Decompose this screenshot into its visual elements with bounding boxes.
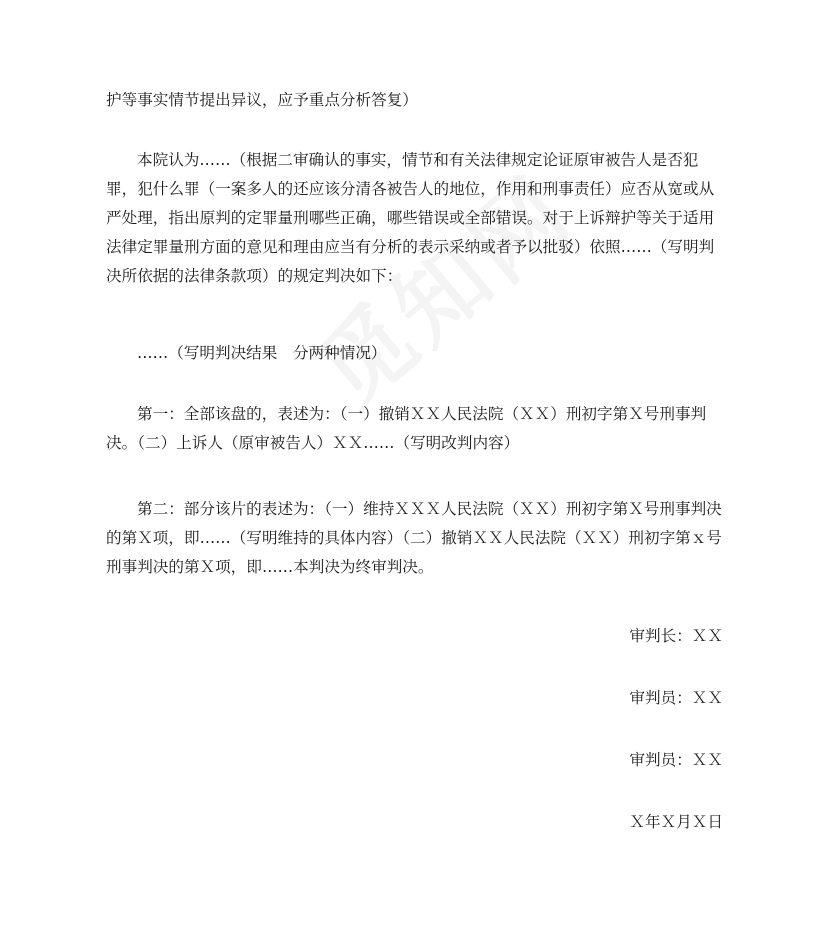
paragraph-continuation: 护等事实情节提出异议，应予重点分析答复） <box>106 91 418 109</box>
signature-presiding-judge: 审判长：ＸＸ <box>629 627 723 645</box>
paragraph-case-two: 第二：部分该片的表述为：（一）维持ＸＸＸ人民法院（ＸＸ）刑初字第Ｘ号刑事判决的第Ｘ项，即……（写明维持的具体内容）（二）撤销ＸＸ人民法院（ＸＸ）刑初字第ｘ号刑事判决的第Ｘ项，即……本判决为终审判决。 <box>106 500 722 576</box>
judgment-date: Ｘ年Ｘ月Ｘ日 <box>629 813 723 831</box>
paragraph-case-one: 第一：全部该盘的，表述为：（一）撤销ＸＸ人民法院（ＸＸ）刑初字第Ｘ号刑事判决。（二）上诉人（原审被告人）ＸＸ……（写明改判内容） <box>106 405 707 452</box>
signature-judge-1: 审判员：ＸＸ <box>629 689 723 707</box>
paragraph-judgment-result: ……（写明判决结果 分两种情况） <box>137 344 387 362</box>
signature-judge-2: 审判员：ＸＸ <box>629 751 723 769</box>
paragraph-court-opinion: 本院认为……（根据二审确认的事实，情节和有关法律规定论证原审被告人是否犯罪，犯什么罪（一案多人的还应该分清各被告人的地位，作用和刑事责任）应否从宽或从严处理，指出原判的定罪量刑哪些正确，哪些错误或全部错误。对于上诉辩护等关于适用法律定罪量刑方面的意见和理由应当有分析的表示采纳或者予以批驳）依照……（写明判决所依据的法律条款项）的规定判决如下： <box>106 151 715 285</box>
